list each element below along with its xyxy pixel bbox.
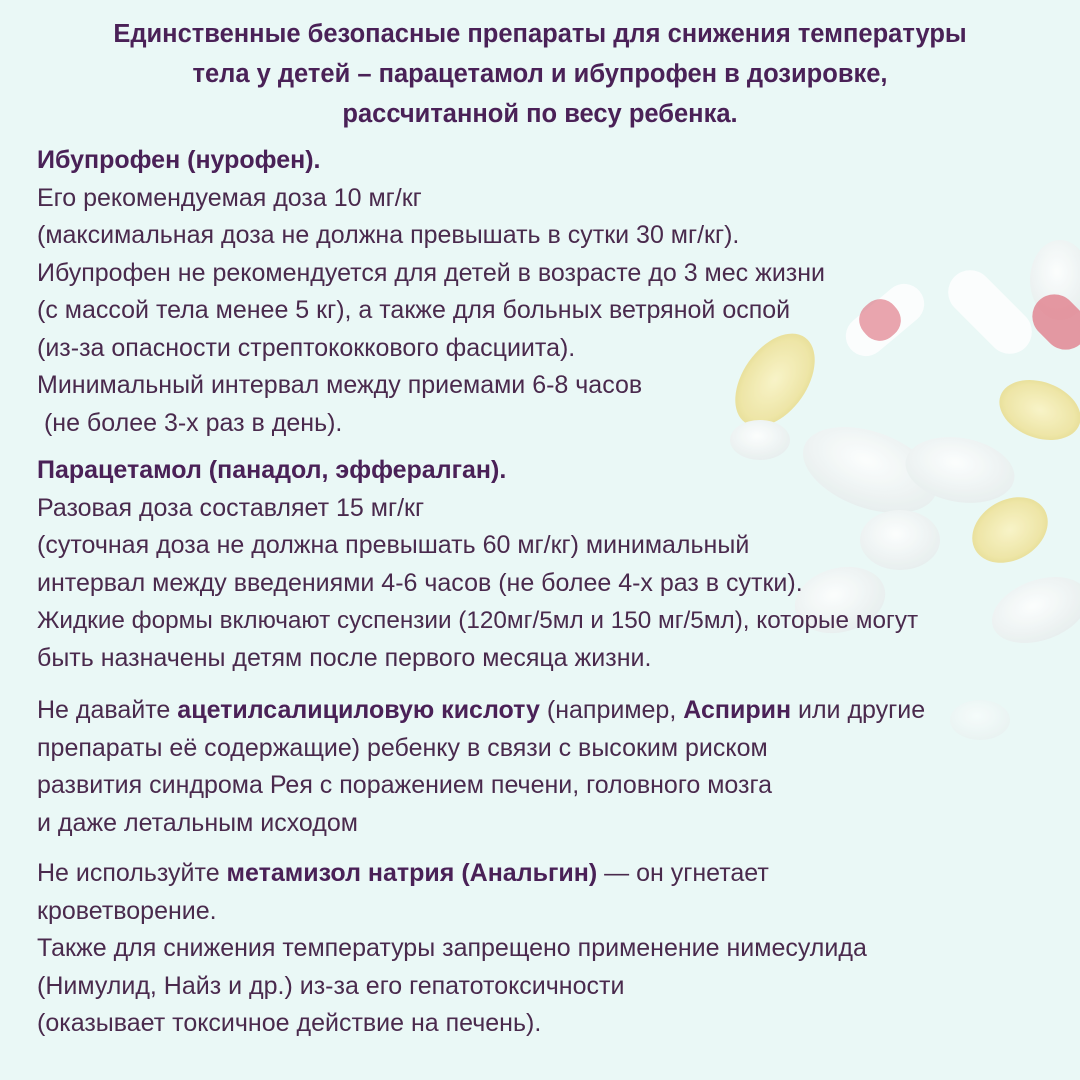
text-line: (максимальная доза не должна превышать в сутки 30 мг/кг).	[37, 221, 740, 249]
text-line: (Нимулид, Найз и др.) из-за его гепатотоксичности	[37, 971, 625, 1000]
text-line: кроветворение.	[37, 896, 217, 925]
text-line: Ибупрофен не рекомендуется для детей в возрасте до 3 мес жизни	[37, 258, 826, 287]
text-line: Разовая доза составляет 15 мг/кг	[37, 493, 425, 522]
text-fragment: Не используйте	[37, 859, 227, 887]
paracetamol-section	[37, 452, 1067, 677]
title-line: Единственные безопасные препараты для снижения температуры	[113, 20, 967, 48]
text-line: (из-за опасности стрептококкового фасциита).	[37, 333, 576, 362]
text-line	[37, 855, 1067, 893]
title-line: тела у детей – парацетамол и ибупрофен в дозировке,	[192, 60, 888, 88]
text-fragment: — он угнетает	[597, 859, 769, 887]
text-line: (не более 3-х раз в день).	[37, 408, 343, 437]
text-line: Его рекомендуемая доза 10 мг/кг	[37, 183, 422, 212]
section-heading: Парацетамол (панадол, эффералган).	[37, 456, 507, 484]
title-line: рассчитанной по весу ребенка.	[342, 100, 738, 128]
text-fragment: Не давайте	[37, 696, 178, 724]
ibuprofen-section	[37, 142, 1067, 442]
drug-name: метамизол натрия (Анальгин)	[226, 859, 598, 887]
drug-name: ацетилсалициловую кислоту	[177, 696, 540, 724]
text-line	[37, 692, 1067, 730]
text-fragment: (например,	[539, 696, 684, 724]
page-title	[60, 14, 1020, 134]
text-line: интервал между введениями 4-6 часов (не более 4-х раз в сутки).	[37, 568, 803, 597]
text-line: быть назначены детям после первого месяца жизни.	[37, 643, 652, 672]
text-line: развития синдрома Рея с поражением печени, головного мозга	[37, 771, 772, 799]
text-line: (суточная доза не должна превышать 60 мг/кг) минимальный	[37, 531, 750, 559]
metamizole-section	[37, 855, 1067, 1043]
drug-name: Аспирин	[683, 696, 792, 724]
text-line: Минимальный интервал между приемами 6-8 часов	[37, 371, 643, 399]
section-heading: Ибупрофен (нурофен).	[37, 146, 321, 174]
text-line: Также для снижения температуры запрещено применение нимесулида	[37, 934, 867, 962]
text-line: и даже летальным исходом	[37, 808, 358, 837]
text-line: (оказывает токсичное действие на печень).	[37, 1009, 542, 1037]
text-line: Жидкие формы включают суспензии (120мг/5мл и 150 мг/5мл), которые могут	[37, 607, 919, 634]
text-line: (с массой тела менее 5 кг), а также для больных ветряной оспой	[37, 296, 791, 324]
text-fragment: или другие	[791, 696, 926, 724]
text-line: препараты её содержащие) ребенку в связи с высоким риском	[37, 733, 768, 762]
aspirin-section	[37, 692, 1067, 842]
